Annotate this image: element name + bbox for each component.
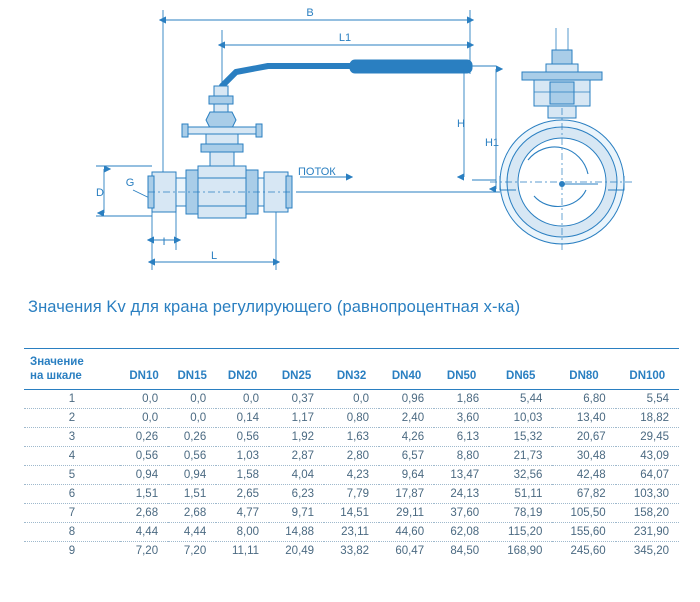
cell-dn20: 1,58	[216, 466, 269, 485]
label-H: H	[457, 118, 465, 130]
cell-dn25: 1,92	[269, 428, 324, 447]
valve-handle	[222, 60, 472, 86]
cell-dn80: 6,80	[552, 390, 615, 409]
valve-body-side-view	[148, 166, 292, 218]
cell-dn40: 2,40	[379, 409, 434, 428]
cell-dn15: 7,20	[183, 545, 207, 558]
kv-table	[24, 348, 679, 560]
cell-scale: 2	[24, 409, 120, 428]
cell-dn10: 0,94	[120, 466, 168, 485]
table-row	[24, 409, 679, 428]
cell-dn100: 231,90	[616, 523, 679, 542]
cell-dn20: 8,00	[216, 523, 269, 542]
cell-dn40: 9,64	[379, 466, 434, 485]
column-header-dn15: DN15	[168, 353, 216, 390]
cell-dn80: 245,60	[570, 545, 606, 558]
cell-dn65: 21,73	[489, 447, 552, 466]
cell-dn20: 4,77	[216, 504, 269, 523]
column-header-dn20: DN20	[216, 353, 269, 390]
label-L: L	[210, 250, 218, 262]
cell-dn15: 0,0	[168, 409, 216, 428]
table-row	[24, 428, 679, 447]
column-header-dn32: DN32	[324, 353, 379, 390]
cell-dn25: 14,88	[269, 523, 324, 542]
column-header-dn40: DN40	[379, 353, 434, 390]
table-row	[24, 390, 679, 409]
cell-dn10: 0,56	[120, 447, 168, 466]
valve-stem-assembly	[182, 86, 262, 166]
cell-dn65: 32,56	[489, 466, 552, 485]
cell-dn10: 2,68	[120, 504, 168, 523]
cell-dn25: 9,71	[269, 504, 324, 523]
valve-technical-drawing	[0, 0, 700, 285]
cell-dn25: 1,17	[269, 409, 324, 428]
cell-dn80: 20,67	[552, 428, 615, 447]
column-header-dn100: DN100	[616, 353, 679, 390]
label-G: G	[125, 177, 135, 189]
cell-dn10: 0,0	[120, 390, 168, 409]
cell-dn32: 2,80	[324, 447, 379, 466]
cell-dn50: 1,86	[434, 390, 489, 409]
cell-scale: 6	[24, 485, 120, 504]
table-row	[24, 466, 679, 485]
cell-dn50: 8,80	[434, 447, 489, 466]
cell-dn10: 0,26	[120, 428, 168, 447]
table-row	[24, 504, 679, 523]
cell-dn80: 105,50	[552, 504, 615, 523]
label-H1: H1	[484, 137, 500, 149]
cell-dn20: 11,11	[231, 545, 260, 558]
kv-table-body	[24, 390, 679, 561]
cell-dn32: 0,0	[324, 390, 379, 409]
cell-scale: 9	[68, 545, 76, 558]
cell-dn25: 4,04	[269, 466, 324, 485]
cell-dn15: 1,51	[168, 485, 216, 504]
column-header-dn65: DN65	[489, 353, 552, 390]
column-header-dn80: DN80	[552, 353, 615, 390]
label-B: B	[306, 7, 314, 19]
cell-dn65: 15,32	[489, 428, 552, 447]
cell-dn15: 0,26	[168, 428, 216, 447]
cell-dn10: 7,20	[135, 545, 159, 558]
cell-dn65: 115,20	[489, 523, 552, 542]
cell-dn40: 44,60	[379, 523, 434, 542]
cell-scale: 7	[24, 504, 120, 523]
cell-dn50: 3,60	[434, 409, 489, 428]
table-row	[24, 447, 679, 466]
table-row	[24, 485, 679, 504]
cell-scale: 4	[24, 447, 120, 466]
cell-dn100: 18,82	[616, 409, 679, 428]
cell-dn50: 13,47	[434, 466, 489, 485]
cell-dn40: 17,87	[379, 485, 434, 504]
cell-dn80: 30,48	[552, 447, 615, 466]
column-header-dn25: DN25	[269, 353, 324, 390]
cell-dn100: 103,30	[616, 485, 679, 504]
cell-dn100: 5,54	[616, 390, 679, 409]
label-D: D	[96, 187, 104, 199]
cell-dn80: 67,82	[552, 485, 615, 504]
cell-scale: 1	[24, 390, 120, 409]
cell-dn65: 78,19	[489, 504, 552, 523]
cell-dn15: 0,56	[168, 447, 216, 466]
cell-dn25: 20,49	[285, 545, 315, 558]
cell-scale: 8	[24, 523, 120, 542]
cell-dn20: 0,14	[216, 409, 269, 428]
cell-dn100: 29,45	[616, 428, 679, 447]
cell-dn50: 24,13	[434, 485, 489, 504]
cell-dn32: 7,79	[324, 485, 379, 504]
column-header-scale	[24, 353, 120, 390]
valve-end-view	[490, 28, 634, 250]
cell-dn32: 1,63	[324, 428, 379, 447]
cell-dn25: 2,87	[269, 447, 324, 466]
cell-dn15: 2,68	[168, 504, 216, 523]
cell-dn65: 5,44	[489, 390, 552, 409]
page-title: Значения Kv для крана регулирующего (равнопроцентная х-ка)	[28, 298, 521, 316]
cell-dn65: 168,90	[507, 545, 543, 558]
cell-dn15: 0,94	[168, 466, 216, 485]
label-L1: L1	[338, 32, 352, 44]
column-header-dn10: DN10	[120, 353, 168, 390]
cell-dn80: 13,40	[552, 409, 615, 428]
cell-dn40: 29,11	[379, 504, 434, 523]
label-I: I	[162, 236, 166, 248]
cell-dn15: 4,44	[168, 523, 216, 542]
cell-dn32: 0,80	[324, 409, 379, 428]
cell-dn100: 158,20	[616, 504, 679, 523]
cell-dn40: 60,47	[395, 545, 425, 558]
cell-dn10: 4,44	[120, 523, 168, 542]
table-row	[24, 523, 679, 542]
kv-table-container	[24, 348, 679, 560]
cell-dn40: 4,26	[379, 428, 434, 447]
cell-dn80: 155,60	[552, 523, 615, 542]
cell-dn65: 10,03	[489, 409, 552, 428]
cell-dn40: 0,96	[379, 390, 434, 409]
cell-dn50: 37,60	[434, 504, 489, 523]
kv-table-head	[24, 349, 679, 390]
cell-dn10: 1,51	[120, 485, 168, 504]
column-header-scale-line2: на шкале	[30, 369, 82, 382]
dimension-H	[464, 66, 496, 180]
cell-dn32: 33,82	[340, 545, 370, 558]
cell-dn100: 43,09	[616, 447, 679, 466]
cell-dn20: 0,0	[216, 390, 269, 409]
cell-dn25: 0,37	[269, 390, 324, 409]
cell-dn100: 64,07	[616, 466, 679, 485]
cell-dn10: 0,0	[120, 409, 168, 428]
cell-dn20: 1,03	[216, 447, 269, 466]
cell-dn32: 14,51	[324, 504, 379, 523]
kv-table-header-row	[24, 353, 679, 390]
cell-dn20: 0,56	[216, 428, 269, 447]
column-header-dn50: DN50	[434, 353, 489, 390]
dimension-D	[96, 166, 152, 216]
cell-dn15: 0,0	[168, 390, 216, 409]
cell-scale: 3	[24, 428, 120, 447]
cell-dn65: 51,11	[489, 485, 552, 504]
cell-dn50: 6,13	[434, 428, 489, 447]
table-row	[24, 542, 679, 561]
cell-dn50: 84,50	[450, 545, 480, 558]
cell-dn32: 4,23	[324, 466, 379, 485]
cell-dn100: 345,20	[633, 545, 669, 558]
cell-dn20: 2,65	[216, 485, 269, 504]
cell-dn32: 23,11	[324, 523, 379, 542]
column-header-scale-line1: Значение	[30, 355, 84, 368]
cell-dn25: 6,23	[269, 485, 324, 504]
cell-dn50: 62,08	[434, 523, 489, 542]
cell-dn80: 42,48	[552, 466, 615, 485]
cell-scale: 5	[24, 466, 120, 485]
cell-dn40: 6,57	[379, 447, 434, 466]
label-flow: ПОТОК	[298, 166, 336, 178]
